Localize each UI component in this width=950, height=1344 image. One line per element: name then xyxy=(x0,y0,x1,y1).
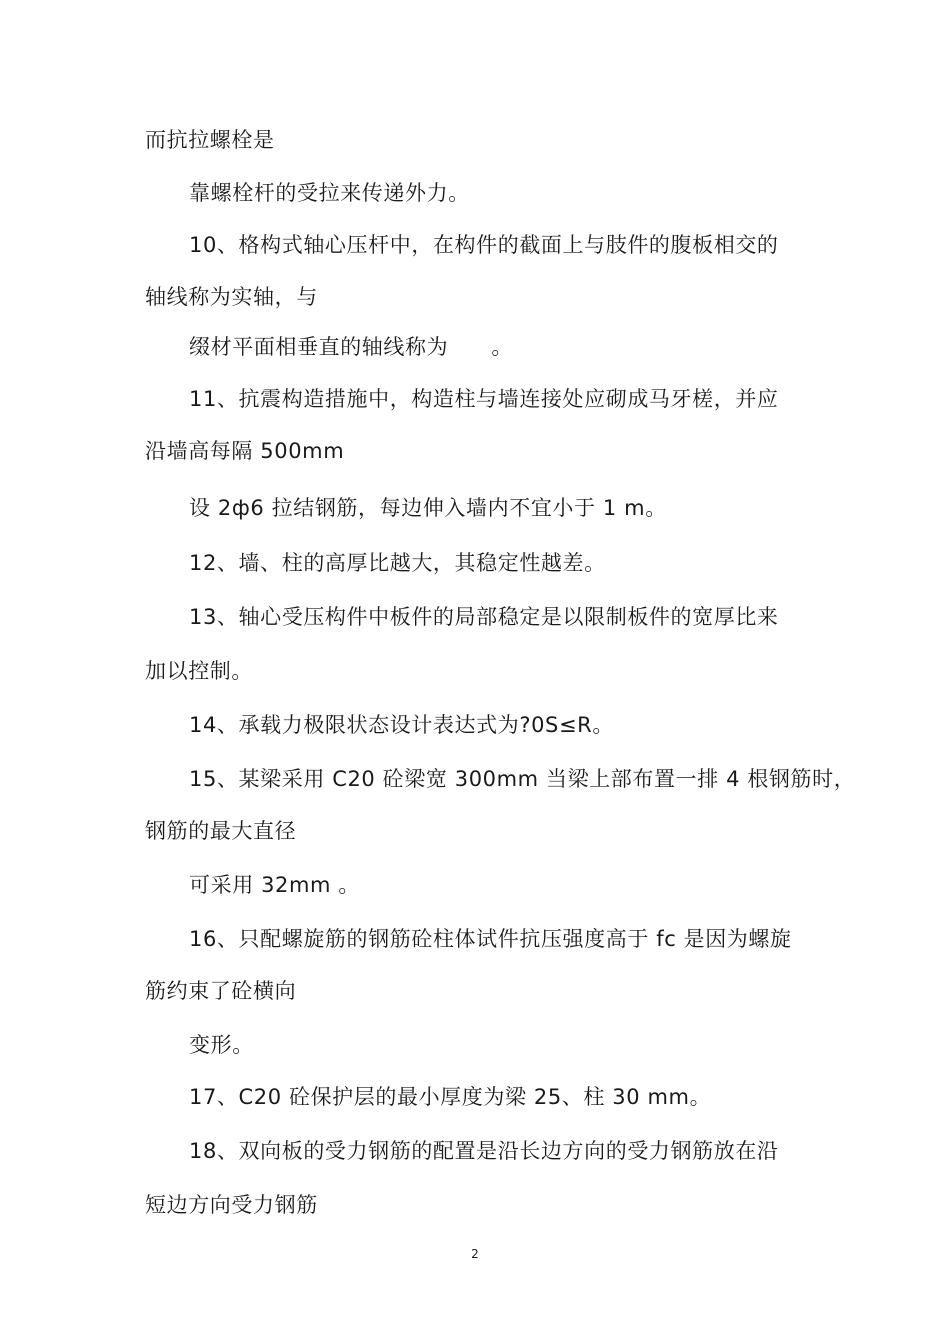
text-line: 18、双向板的受力钢筋的配置是沿长边方向的受力钢筋放在沿 xyxy=(189,1139,779,1163)
text-line: 11、抗震构造措施中，构造柱与墙连接处应砌成马牙槎，并应 xyxy=(189,387,779,411)
text-line: 而抗拉螺栓是 xyxy=(145,128,275,152)
page-number: 2 xyxy=(471,1247,479,1261)
text-line: 13、轴心受压构件中板件的局部稳定是以限制板件的宽厚比来 xyxy=(189,605,779,629)
text-line: 轴线称为实轴，与 xyxy=(145,285,318,309)
text-line: 沿墙高每隔 500mm xyxy=(145,439,345,463)
text-line: 10、格构式轴心压杆中，在构件的截面上与肢件的腹板相交的 xyxy=(189,233,779,257)
text-line: 14、承载力极限状态设计表达式为?0S≤R。 xyxy=(189,713,614,737)
text-line: 缀材平面相垂直的轴线称为 。 xyxy=(189,335,513,359)
text-line: 加以控制。 xyxy=(145,659,253,683)
text-line: 16、只配螺旋筋的钢筋砼柱体试件抗压强度高于 fc 是因为螺旋 xyxy=(189,927,792,951)
text-line: 设 2ф6 拉结钢筋，每边伸入墙内不宜小于 1 m。 xyxy=(189,496,667,520)
text-line: 筋约束了砼横向 xyxy=(145,979,297,1003)
text-line: 12、墙、柱的高厚比越大，其稳定性越差。 xyxy=(189,551,606,575)
text-line: 短边方向受力钢筋 xyxy=(145,1193,318,1217)
text-line: 可采用 32mm 。 xyxy=(189,873,360,897)
text-line: 变形。 xyxy=(189,1033,254,1057)
text-line: 钢筋的最大直径 xyxy=(145,819,297,843)
text-line: 17、C20 砼保护层的最小厚度为梁 25、柱 30 mm。 xyxy=(189,1085,712,1109)
text-line: 靠螺栓杆的受拉来传递外力。 xyxy=(189,181,470,205)
text-line: 15、某梁采用 C20 砼梁宽 300mm 当梁上部布置一排 4 根钢筋时， xyxy=(189,767,856,791)
